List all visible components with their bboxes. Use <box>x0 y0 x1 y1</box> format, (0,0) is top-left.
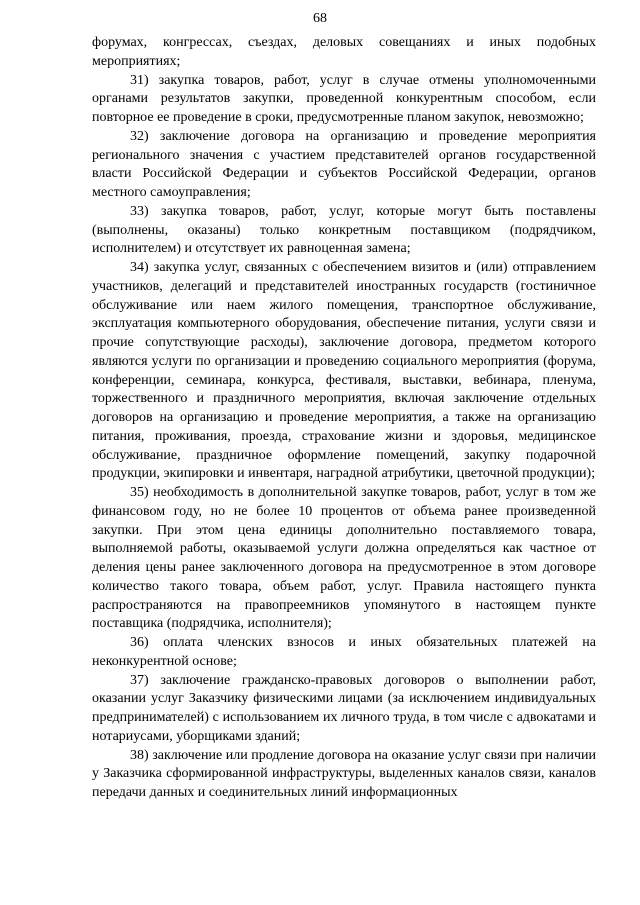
paragraph-item-33: 33) закупка товаров, работ, услуг, которые могут быть поставлены (выполнены, оказаны) только конкретным поставщиком (подрядчиком, исполнителем) и отсутствует их равноценная замена; <box>92 203 596 257</box>
paragraph-item-38: 38) заключение или продление договора на оказание услуг связи при наличии у Заказчика сформированной инфраструктуры, выделенных каналов связи, каналов передачи данных и соединительных линий информационных <box>92 747 596 800</box>
document-body <box>92 34 596 803</box>
paragraph-item-31: 31) закупка товаров, работ, услуг в случае отмены уполномоченными органами результатов закупки, проведенной конкурентным способом, если повторное ее проведение в сроки, предусмотренные планом закупок, невозможно; <box>92 72 596 125</box>
paragraph-item-32: 32) заключение договора на организацию и проведение мероприятия регионального значения с участием представителей органов государственной власти Российской Федерации и субъектов Российской Федерации, органов местного самоуправления; <box>92 128 596 200</box>
paragraph-continuation: форумах, конгрессах, съездах, деловых совещаниях и иных подобных мероприятиях; <box>92 35 596 69</box>
paragraph-item-34: 34) закупка услуг, связанных с обеспечением визитов и (или) отправлением участников, делегаций и представителей иностранных государств (гостиничное обслуживание или наем жилого помещения, транспортное обслуживание, эксплуатация компьютерного оборудования, обеспечение питания, услуги связи и прочие сопутствующие расходы), заключение договора, предметом которого являются услуги по организации и проведению социального мероприятия (форума, конференции, семинара, конкурса, фестиваля, выставки, вебинара, пленума, торжественного и праздничного мероприятия, включая заключение отдельных договоров на организацию и проведение мероприятия, а также на организацию питания, проживания, проезда, страхование жизни и здоровья, медицинское обслуживание, праздничное оформление помещений, закупку подарочной продукции, экипировки и инвентаря, наградной атрибутики, цветочной продукции); <box>92 260 596 482</box>
page-number: 68 <box>313 11 327 26</box>
paragraph-item-37: 37) заключение гражданско-правовых договоров о выполнении работ, оказании услуг Заказчику физическими лицами (за исключением индивидуальных предпринимателей) с использованием их личного труда, в том числе с адвокатами и нотариусами, уборщиками зданий; <box>92 672 596 744</box>
paragraph-item-35: 35) необходимость в дополнительной закупке товаров, работ, услуг в том же финансовом году, но не более 10 процентов от объема ранее произведенной закупки. При этом цена единицы дополнительно поставляемого товара, выполняемой работы, оказываемой услуги должна определяться как частное от деления цены ранее заключенного договора на предусмотренное в этом договоре количество такого товара, объем работ, услуг. Правила настоящего пункта распространяются на правопреемников упомянутого в настоящем пункте поставщика (подрядчика, исполнителя); <box>92 485 596 632</box>
paragraph-item-36: 36) оплата членских взносов и иных обязательных платежей на неконкурентной основе; <box>92 635 596 669</box>
